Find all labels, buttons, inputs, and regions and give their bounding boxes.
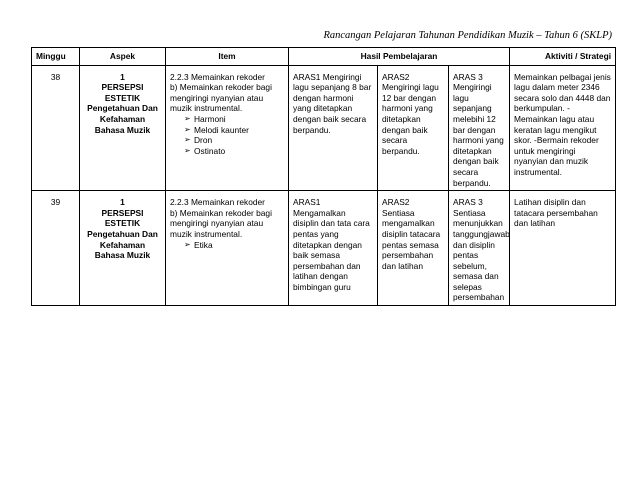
item-line: 2.2.3 Memainkan rekoder: [170, 71, 265, 82]
aspek-subtitle: Pengetahuan Dan Kefahaman Bahasa Muzik: [87, 228, 158, 261]
item-line: b) Memainkan rekoder bagi mengiringi nyanyian atau muzik instrumental.: [170, 82, 272, 114]
aspek-number: 1: [120, 71, 125, 82]
aktiviti-cell: Memainkan pelbagai jenis lagu dalam meter 2346 secara solo dan 4448 dan berkumpulan. -Memainkan lagu atau keratan lagu mengikut skor. -Bermain rekoder untuk mengiringi nyanyian dan muzik instrumental.: [510, 65, 616, 191]
bullet-item: ➢ Dron: [194, 135, 284, 146]
aras3-cell: ARAS 3 Mengiringi lagu sepanjang melebihi 12 bar dengan harmoni yang ditetapkan dengan baik secara berpandu.: [449, 65, 510, 191]
col-minggu: Minggu: [32, 48, 80, 66]
minggu-cell: 39: [32, 191, 80, 306]
aras2-cell: ARAS2 Sentiasa mengamalkan disiplin tatacara pentas semasa persembahan dan latihan: [378, 191, 449, 306]
minggu-cell: 38: [32, 65, 80, 191]
aras1-cell: ARAS1 Mengiringi lagu sepanjang 8 bar dengan harmoni yang ditetapkan dengan baik secara berpandu.: [289, 65, 378, 191]
aspek-title: PERSEPSI ESTETIK: [101, 82, 144, 103]
aspek-cell: [80, 65, 166, 191]
item-line: b) Memainkan rekoder bagi mengiringi nyanyian atau muzik instrumental.: [170, 207, 272, 239]
bullet-item: ➢ Harmoni: [194, 114, 284, 125]
bullet-item: ➢ Melodi kaunter: [194, 125, 284, 136]
document-header: Rancangan Pelajaran Tahunan Pendidikan Muzik – Tahun 6 (SKLP): [323, 30, 612, 41]
bullet-item: ➢ Ostinato: [194, 146, 284, 157]
aras1-cell: ARAS1 Mengamalkan disiplin dan tata cara pentas yang ditetapkan dengan baik semasa persembahan dan latihan dengan bimbingan guru: [289, 191, 378, 306]
lesson-plan-table: [31, 47, 616, 306]
aras3-cell: ARAS 3 Sentiasa menunjukkan tanggungjawab dan disiplin pentas sebelum, semasa dan selepas persembahan: [449, 191, 510, 306]
item-cell: [166, 191, 289, 306]
aras2-cell: ARAS2 Mengiringi lagu 12 bar dengan harmoni yang ditetapkan dengan baik secara berpandu.: [378, 65, 449, 191]
col-aspek: Aspek: [80, 48, 166, 66]
item-cell: [166, 65, 289, 191]
aspek-title: PERSEPSI ESTETIK: [101, 207, 144, 229]
col-item: Item: [166, 48, 289, 66]
col-hasil: Hasil Pembelajaran: [289, 48, 510, 66]
item-line: 2.2.3 Memainkan rekoder: [170, 197, 265, 208]
header-row: [32, 48, 616, 66]
aspek-number: 1: [120, 197, 125, 208]
aspek-subtitle: Pengetahuan Dan Kefahaman Bahasa Muzik: [87, 103, 158, 135]
aspek-cell: [80, 191, 166, 306]
table-row: [32, 65, 616, 191]
aktiviti-cell: Latihan disiplin dan tatacara persembahan dan latihan: [510, 191, 616, 306]
bullet-item: ➢ Etika: [194, 240, 284, 251]
table-row: [32, 191, 616, 306]
col-aktiviti: Aktiviti / Strategi: [510, 48, 616, 66]
